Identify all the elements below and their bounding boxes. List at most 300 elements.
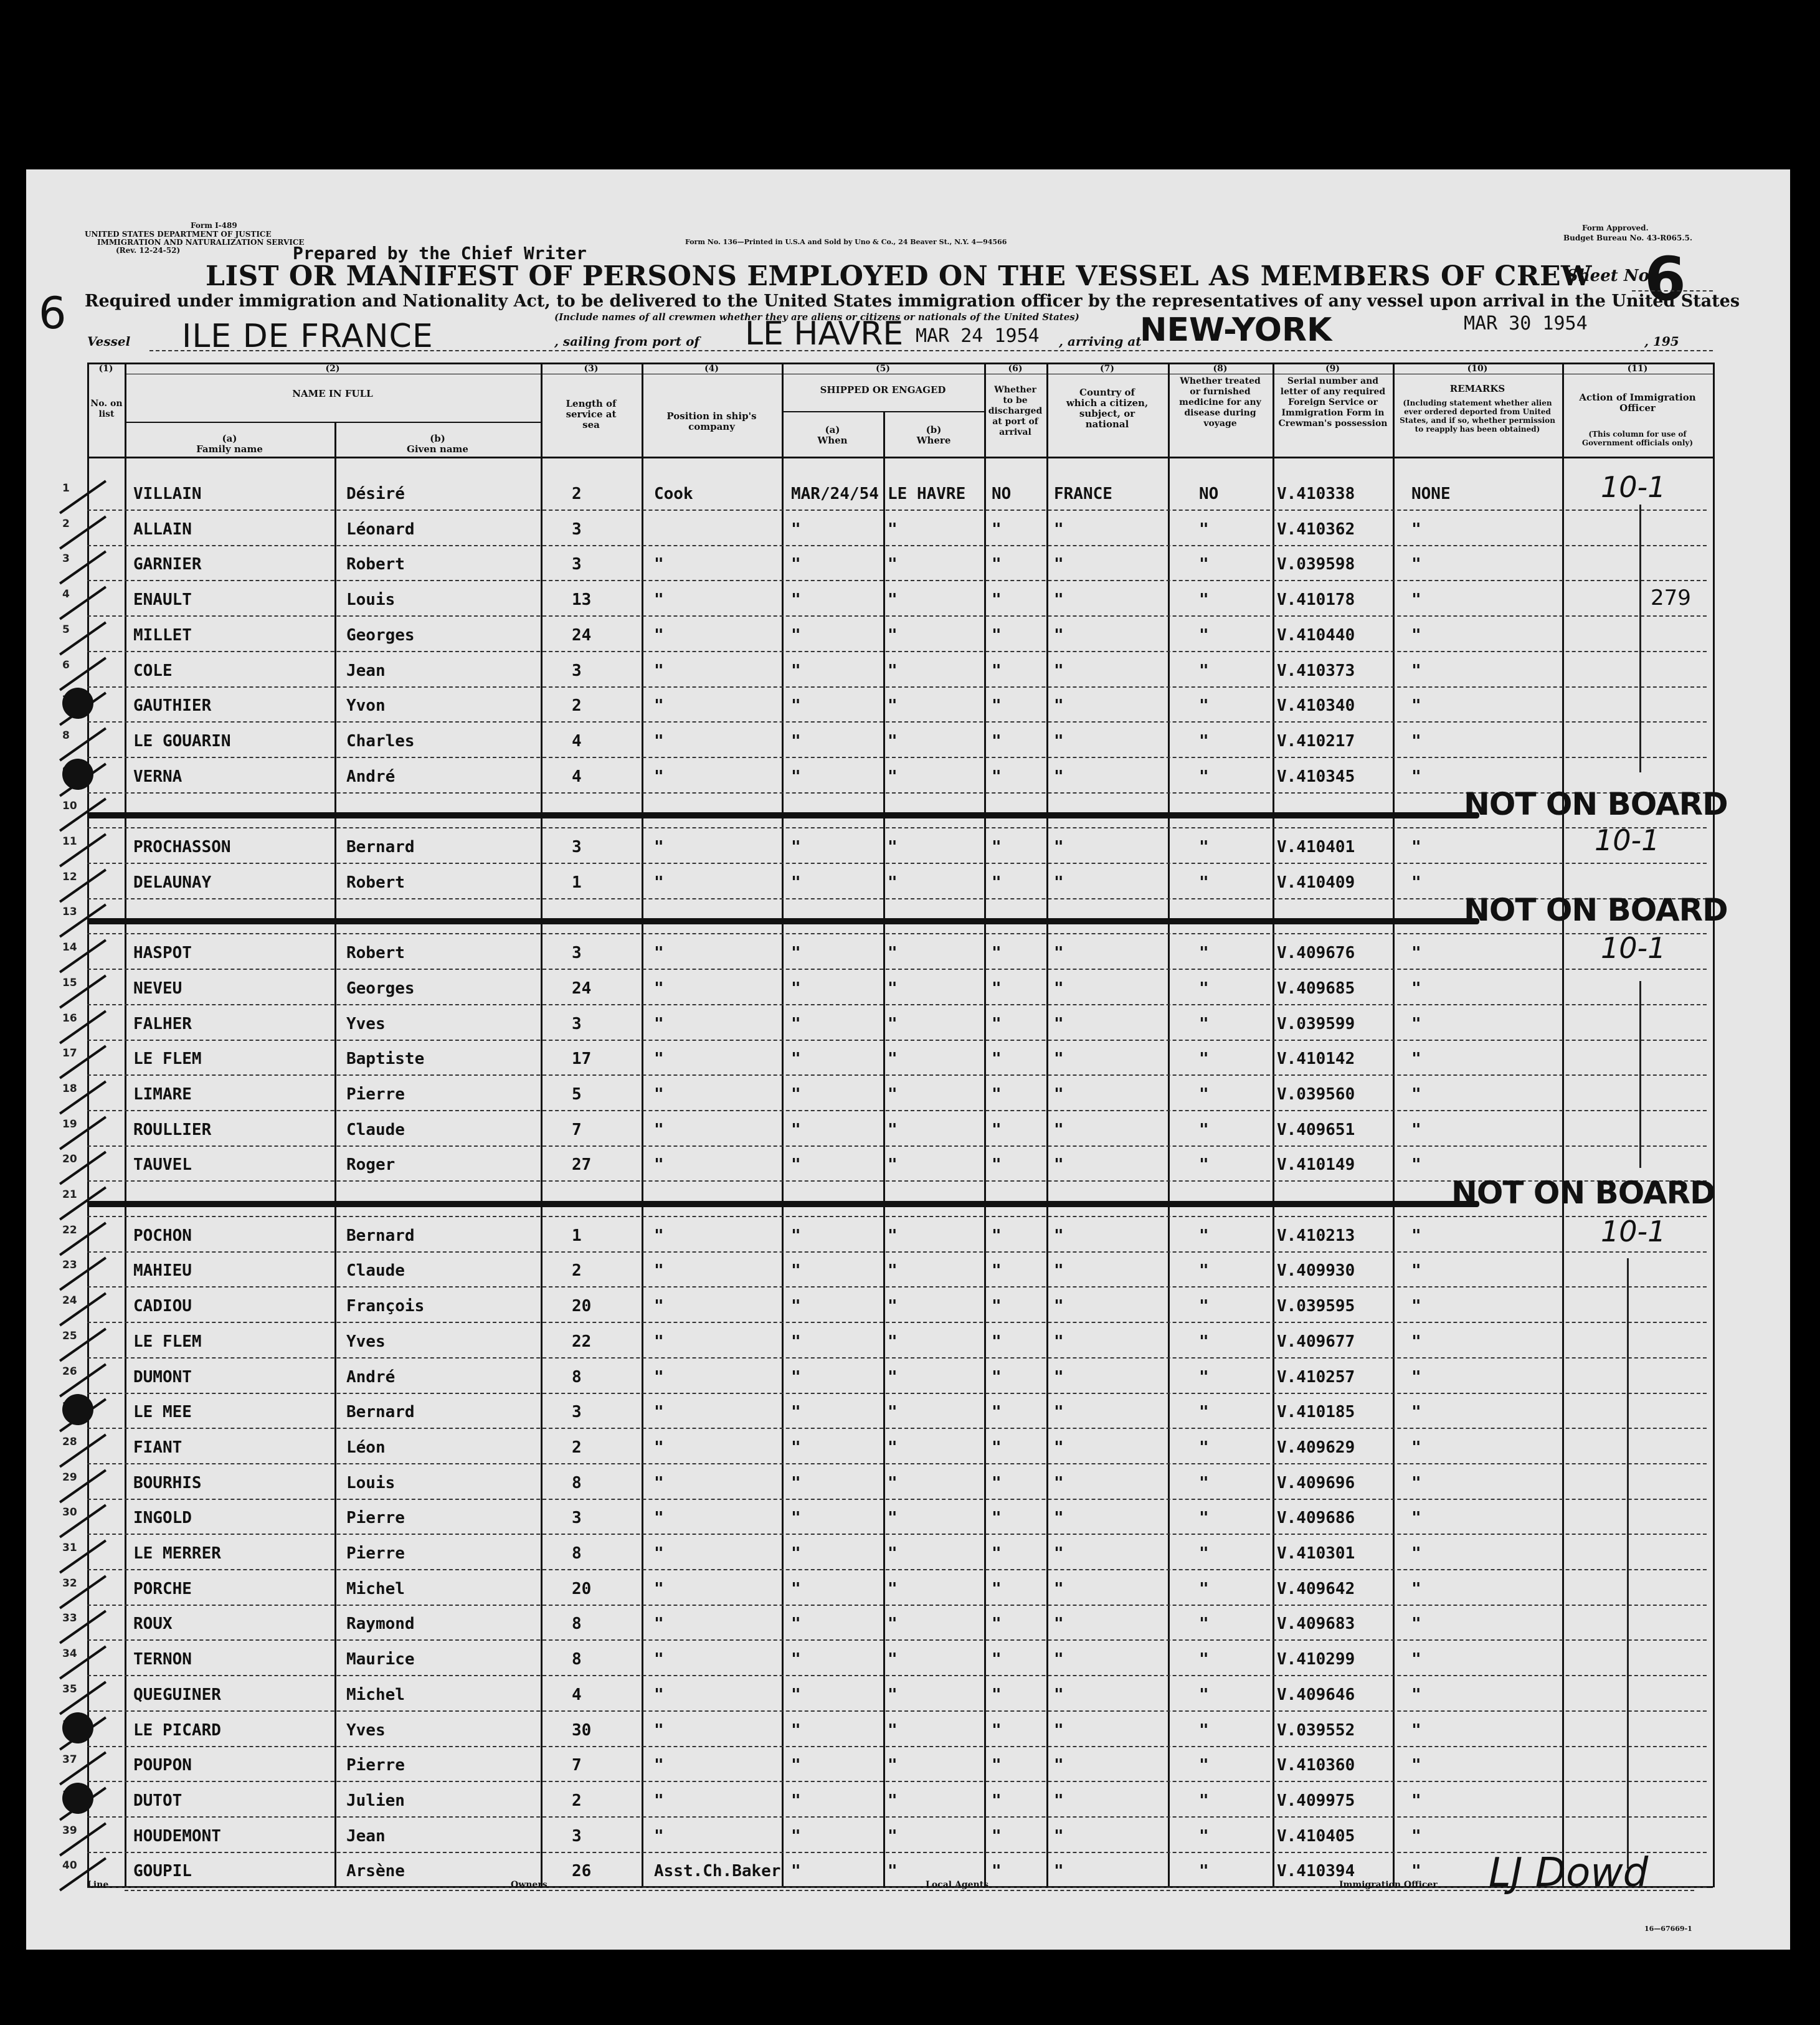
cell-given: Georges <box>346 625 415 645</box>
col6-number: (6) <box>1008 364 1023 374</box>
cell-country: " <box>1054 590 1064 610</box>
cell-remarks: " <box>1411 1226 1421 1245</box>
row-number: 1 <box>62 482 70 495</box>
cell-remarks: " <box>1411 1297 1421 1316</box>
row-rule <box>87 757 1707 758</box>
cell-service: 3 <box>572 1826 582 1846</box>
cell-service: 22 <box>572 1332 592 1351</box>
cell-when: " <box>791 838 801 856</box>
cell-country: " <box>1054 1084 1064 1104</box>
owners-label: Owners <box>511 1880 547 1890</box>
cell-when: " <box>791 873 801 892</box>
cell-when: " <box>791 767 801 786</box>
cell-serial: V.409975 <box>1277 1791 1355 1810</box>
col-rule <box>642 363 643 1887</box>
cell-given: Yves <box>346 1720 386 1740</box>
cell-service: 3 <box>572 555 582 574</box>
cell-position: " <box>654 1226 664 1245</box>
cell-treated: " <box>1199 1862 1209 1881</box>
col-rule <box>1562 363 1564 1887</box>
form-code: 16—67669-1 <box>1644 1925 1692 1933</box>
cell-remarks: NONE <box>1411 485 1451 503</box>
cell-service: 17 <box>572 1050 592 1069</box>
cell-discharged: " <box>992 731 1002 751</box>
cell-country: " <box>1054 1155 1064 1175</box>
cell-service: 20 <box>572 1579 592 1598</box>
punch-hole <box>62 759 93 790</box>
cell-discharged: " <box>992 1120 1002 1139</box>
cell-position: " <box>654 1438 664 1457</box>
row-rule <box>87 1322 1707 1323</box>
cell-position: " <box>654 1756 664 1775</box>
cell-position: " <box>654 1084 664 1104</box>
cell-given: Arsène <box>346 1862 405 1881</box>
cell-position: " <box>654 1332 664 1351</box>
cell-treated: " <box>1199 696 1209 716</box>
cell-discharged: " <box>992 1050 1002 1069</box>
cell-family: TERNON <box>133 1650 192 1669</box>
cell-where: " <box>888 1297 898 1316</box>
cell-given: Pierre <box>346 1084 405 1104</box>
cell-remarks: " <box>1411 1403 1421 1422</box>
cell-position: " <box>654 767 664 786</box>
row-rule <box>87 827 1707 828</box>
row-number: 39 <box>62 1824 77 1837</box>
cell-treated: " <box>1199 1155 1209 1175</box>
cell-serial: V.039560 <box>1277 1084 1355 1104</box>
col8-label: Whether treated or furnished medicine for any disease during voyage <box>1179 376 1261 429</box>
cell-when: " <box>791 1120 801 1139</box>
row-number: 15 <box>62 976 77 989</box>
row-number: 2 <box>62 517 70 530</box>
cell-treated: " <box>1199 1791 1209 1810</box>
cell-service: 7 <box>572 1120 582 1139</box>
cell-remarks: " <box>1411 1650 1421 1669</box>
department-line1: UNITED STATES DEPARTMENT OF JUSTICE <box>85 230 272 239</box>
cell-remarks: " <box>1411 1120 1421 1139</box>
row-number: 30 <box>62 1506 77 1519</box>
cell-given: Maurice <box>346 1650 415 1669</box>
row-number: 21 <box>62 1188 77 1201</box>
cell-remarks: " <box>1411 1367 1421 1387</box>
cell-position: Cook <box>654 485 693 503</box>
strike-through-line <box>87 1201 1479 1207</box>
row-rule <box>87 1286 1707 1288</box>
cell-position: " <box>654 1826 664 1846</box>
cell-when: " <box>791 944 801 963</box>
cell-remarks: " <box>1411 661 1421 680</box>
cell-treated: " <box>1199 767 1209 786</box>
row-number: 3 <box>62 552 70 566</box>
sheet-number: 6 <box>1644 244 1686 314</box>
cell-given: Louis <box>346 1473 396 1492</box>
cell-serial: V.410178 <box>1277 590 1355 610</box>
cell-position: " <box>654 555 664 574</box>
cell-country: " <box>1054 944 1064 963</box>
cell-service: 13 <box>572 590 592 610</box>
col-rule <box>541 363 543 1887</box>
cell-treated: " <box>1199 661 1209 680</box>
cell-treated: " <box>1199 1650 1209 1669</box>
vessel-label: Vessel <box>87 334 131 349</box>
cell-serial: V.409683 <box>1277 1615 1355 1634</box>
cell-family: GOUPIL <box>133 1862 192 1881</box>
cell-discharged: " <box>992 767 1002 786</box>
cell-discharged: " <box>992 1544 1002 1563</box>
cell-remarks: " <box>1411 1579 1421 1598</box>
cell-family: CADIOU <box>133 1297 192 1316</box>
cell-when: " <box>791 1720 801 1740</box>
cell-serial: V.410338 <box>1277 485 1355 503</box>
cell-remarks: " <box>1411 1791 1421 1810</box>
cell-position: " <box>654 661 664 680</box>
cell-when: " <box>791 1014 801 1033</box>
col3-label: Length of service at sea <box>566 398 617 430</box>
cell-service: 2 <box>572 1791 582 1810</box>
cell-family: TAUVEL <box>133 1155 192 1175</box>
cell-country: " <box>1054 1297 1064 1316</box>
cell-serial: V.410217 <box>1277 731 1355 751</box>
cell-service: 3 <box>572 944 582 963</box>
cell-when: " <box>791 1509 801 1528</box>
row-number: 26 <box>62 1365 77 1378</box>
cell-treated: " <box>1199 1826 1209 1846</box>
cell-discharged: " <box>992 1473 1002 1492</box>
cell-remarks: " <box>1411 1756 1421 1775</box>
cell-serial: V.410440 <box>1277 625 1355 645</box>
cell-given: Désiré <box>346 485 405 503</box>
cell-where: " <box>888 1615 898 1634</box>
cell-family: LE MERRER <box>133 1544 221 1563</box>
col5-number: (5) <box>876 364 890 374</box>
row-rule <box>87 545 1707 546</box>
col-rule <box>984 363 986 1887</box>
row-rule <box>87 686 1707 688</box>
table-header-rule <box>87 457 1713 458</box>
cell-treated: " <box>1199 555 1209 574</box>
row-rule <box>87 1852 1707 1853</box>
cell-service: 2 <box>572 1438 582 1457</box>
cell-given: Georges <box>346 979 415 998</box>
cell-where: " <box>888 1579 898 1598</box>
subheader-rule <box>782 411 984 412</box>
cell-where: " <box>888 1756 898 1775</box>
sheet-label: Sheet No. <box>1566 267 1655 285</box>
row-number: 22 <box>62 1223 77 1236</box>
col-rule <box>1046 363 1048 1887</box>
cell-remarks: " <box>1411 555 1421 574</box>
approval-line2: Budget Bureau No. 43-R065.5. <box>1563 234 1693 242</box>
cell-position: " <box>654 1650 664 1669</box>
cell-when: " <box>791 1261 801 1281</box>
cell-country: " <box>1054 519 1064 539</box>
cell-position: " <box>654 1791 664 1810</box>
arriving-port: NEW-YORK <box>1140 311 1332 349</box>
subheader-rule <box>125 422 541 423</box>
row-rule <box>87 1357 1707 1359</box>
row-number: 14 <box>62 941 77 954</box>
line-label: Line <box>87 1880 109 1890</box>
cell-serial: V.409676 <box>1277 944 1355 963</box>
cell-family: POUPON <box>133 1756 192 1775</box>
row-rule <box>87 1145 1707 1147</box>
cell-position: " <box>654 1544 664 1563</box>
cell-serial: V.039598 <box>1277 555 1355 574</box>
officer-mark: 10-1 <box>1595 823 1660 857</box>
cell-position: " <box>654 731 664 751</box>
cell-where: " <box>888 838 898 856</box>
cell-given: Robert <box>346 873 405 892</box>
cell-country: " <box>1054 1014 1064 1033</box>
cell-position: " <box>654 625 664 645</box>
cell-treated: " <box>1199 1615 1209 1634</box>
col3-number: (3) <box>584 364 599 374</box>
cell-given: Yves <box>346 1332 386 1351</box>
row-number: 40 <box>62 1859 77 1872</box>
cell-family: ROUX <box>133 1615 173 1634</box>
col9-label: Serial number and letter of any required Foreign Service or Immigration Form in Crewman's possession <box>1278 376 1388 429</box>
cell-where: " <box>888 1473 898 1492</box>
col10-label: REMARKS <box>1449 383 1505 394</box>
cell-country: " <box>1054 1261 1064 1281</box>
cell-serial: V.410409 <box>1277 873 1355 892</box>
cell-remarks: " <box>1411 1826 1421 1846</box>
row-rule <box>87 510 1707 511</box>
agents-label: Local Agents <box>926 1880 989 1890</box>
cell-service: 8 <box>572 1544 582 1563</box>
cell-family: GARNIER <box>133 555 202 574</box>
cell-service: 3 <box>572 519 582 539</box>
arrival-date-stamp: MAR 30 1954 <box>1464 313 1588 334</box>
row-rule <box>87 1675 1707 1676</box>
cell-remarks: " <box>1411 838 1421 856</box>
punch-hole <box>62 1394 93 1425</box>
cell-treated: " <box>1199 1332 1209 1351</box>
cell-family: DUMONT <box>133 1367 192 1387</box>
cell-position: " <box>654 1155 664 1175</box>
row-number: 4 <box>62 588 70 601</box>
cell-country: " <box>1054 661 1064 680</box>
row-number: 35 <box>62 1682 77 1695</box>
cell-family: MILLET <box>133 625 192 645</box>
row-number: 8 <box>62 729 70 742</box>
cell-remarks: " <box>1411 696 1421 716</box>
row-rule <box>87 1004 1707 1005</box>
sailing-label: , sailing from port of <box>554 334 700 349</box>
form-number: Form I-489 <box>191 221 237 230</box>
cell-discharged: " <box>992 1826 1002 1846</box>
cell-discharged: " <box>992 1720 1002 1740</box>
col7-number: (7) <box>1100 364 1114 374</box>
cell-remarks: " <box>1411 519 1421 539</box>
cell-country: " <box>1054 1791 1064 1810</box>
cell-position: " <box>654 1050 664 1069</box>
cell-remarks: " <box>1411 1615 1421 1634</box>
cell-position: " <box>654 1261 664 1281</box>
cell-where: " <box>888 731 898 751</box>
cell-given: André <box>346 1367 396 1387</box>
cell-country: " <box>1054 1473 1064 1492</box>
cell-where: " <box>888 1650 898 1669</box>
cell-serial: V.409930 <box>1277 1261 1355 1281</box>
row-number: 12 <box>62 870 77 883</box>
cell-discharged: " <box>992 1155 1002 1175</box>
col9-number: (9) <box>1325 364 1340 374</box>
cell-where: " <box>888 1862 898 1881</box>
printer-note: Form No. 136—Printed in U.S.A and Sold by Uno & Co., 24 Beaver St., N.Y. 4—94566 <box>685 238 1007 246</box>
row-rule <box>87 1569 1707 1570</box>
bracket-line <box>1627 1258 1629 1869</box>
cell-given: Pierre <box>346 1544 405 1563</box>
col6-label: Whether to be discharged at port of arrival <box>988 385 1043 437</box>
cell-service: 26 <box>572 1862 592 1881</box>
cell-treated: " <box>1199 625 1209 645</box>
cell-given: Claude <box>346 1120 405 1139</box>
cell-remarks: " <box>1411 1544 1421 1563</box>
cell-position: Asst.Ch.Baker <box>654 1862 781 1881</box>
footer-rule <box>125 1890 1694 1891</box>
cell-service: 20 <box>572 1297 592 1316</box>
col5a-label: (a) When <box>817 424 848 446</box>
cell-where: " <box>888 979 898 998</box>
punch-hole <box>62 1783 93 1814</box>
cell-discharged: " <box>992 1261 1002 1281</box>
col2b-label: (b) Given name <box>407 433 468 455</box>
cell-service: 3 <box>572 661 582 680</box>
cell-country: " <box>1054 767 1064 786</box>
row-number: 18 <box>62 1082 77 1095</box>
cell-when: " <box>791 590 801 610</box>
cell-given: Robert <box>346 555 405 574</box>
cell-discharged: " <box>992 1862 1002 1881</box>
cell-discharged: " <box>992 661 1002 680</box>
col-rule <box>125 363 126 1887</box>
cell-service: 3 <box>572 1014 582 1033</box>
cell-where: " <box>888 555 898 574</box>
col-rule <box>334 422 336 1887</box>
cell-serial: V.410345 <box>1277 767 1355 786</box>
cell-treated: " <box>1199 979 1209 998</box>
cell-position: " <box>654 979 664 998</box>
cell-remarks: " <box>1411 1014 1421 1033</box>
cell-discharged: " <box>992 1756 1002 1775</box>
cell-country: " <box>1054 625 1064 645</box>
cell-given: Julien <box>346 1791 405 1810</box>
cell-serial: V.410185 <box>1277 1403 1355 1422</box>
cell-remarks: " <box>1411 590 1421 610</box>
cell-when: " <box>791 1297 801 1316</box>
cell-given: Claude <box>346 1261 405 1281</box>
cell-service: 8 <box>572 1615 582 1634</box>
cell-discharged: " <box>992 590 1002 610</box>
cell-treated: NO <box>1199 485 1219 503</box>
col4-number: (4) <box>704 364 719 374</box>
cell-when: " <box>791 1650 801 1669</box>
cell-treated: " <box>1199 1579 1209 1598</box>
cell-service: 1 <box>572 1226 582 1245</box>
cell-where: " <box>888 1014 898 1033</box>
cell-family: VERNA <box>133 767 182 786</box>
cell-country: " <box>1054 1544 1064 1563</box>
cell-treated: " <box>1199 731 1209 751</box>
row-rule <box>87 615 1707 617</box>
cell-country: " <box>1054 1720 1064 1740</box>
cell-given: Léon <box>346 1438 386 1457</box>
cell-where: " <box>888 1226 898 1245</box>
col-rule <box>1393 363 1395 1887</box>
cell-country: " <box>1054 1438 1064 1457</box>
cell-service: 3 <box>572 1509 582 1528</box>
cell-when: " <box>791 731 801 751</box>
cell-when: MAR/24/54 <box>791 485 879 503</box>
row-rule <box>87 1746 1707 1747</box>
cell-remarks: " <box>1411 1509 1421 1528</box>
cell-remarks: " <box>1411 1084 1421 1104</box>
cell-country: " <box>1054 1579 1064 1598</box>
cell-treated: " <box>1199 519 1209 539</box>
cell-where: " <box>888 944 898 963</box>
manifest-title: LIST OR MANIFEST OF PERSONS EMPLOYED ON THE VESSEL AS MEMBERS OF CREW <box>206 260 1592 292</box>
cell-treated: " <box>1199 838 1209 856</box>
cell-given: Yvon <box>346 696 386 716</box>
row-rule <box>87 1710 1707 1712</box>
cell-family: GAUTHIER <box>133 696 212 716</box>
strike-through-line <box>87 812 1479 818</box>
officer-mark: 10-1 <box>1601 470 1666 504</box>
cell-country: " <box>1054 1050 1064 1069</box>
cell-family: HASPOT <box>133 944 192 963</box>
cell-remarks: " <box>1411 767 1421 786</box>
row-rule <box>87 1887 1707 1888</box>
cell-discharged: " <box>992 1084 1002 1104</box>
col-rule <box>1713 363 1715 1887</box>
cell-discharged: " <box>992 944 1002 963</box>
cell-serial: V.410149 <box>1277 1155 1355 1175</box>
cell-remarks: " <box>1411 1685 1421 1704</box>
cell-when: " <box>791 1226 801 1245</box>
cell-country: " <box>1054 1332 1064 1351</box>
row-number: 19 <box>62 1117 77 1131</box>
cell-discharged: " <box>992 1332 1002 1351</box>
cell-family: PORCHE <box>133 1579 192 1598</box>
cell-when: " <box>791 519 801 539</box>
cell-treated: " <box>1199 1261 1209 1281</box>
col11-label: Action of Immigration Officer <box>1579 392 1696 414</box>
row-number: 31 <box>62 1542 77 1554</box>
cell-discharged: " <box>992 873 1002 892</box>
cell-service: 2 <box>572 485 582 503</box>
officer-label: Immigration Officer <box>1339 1880 1438 1890</box>
sailing-date-stamp: MAR 24 1954 <box>916 325 1040 347</box>
col4-label: Position in ship's company <box>666 410 757 432</box>
cell-country: " <box>1054 696 1064 716</box>
row-rule <box>87 1499 1707 1500</box>
cell-family: FIANT <box>133 1438 182 1457</box>
cell-position: " <box>654 1685 664 1704</box>
cell-where: " <box>888 1826 898 1846</box>
row-rule <box>87 1216 1707 1217</box>
cell-family: NEVEU <box>133 979 182 998</box>
cell-where: " <box>888 1120 898 1139</box>
cell-country: " <box>1054 1615 1064 1634</box>
cell-family: LIMARE <box>133 1084 192 1104</box>
cell-given: Louis <box>346 590 396 610</box>
cell-family: INGOLD <box>133 1509 192 1528</box>
cell-service: 2 <box>572 696 582 716</box>
cell-discharged: " <box>992 625 1002 645</box>
cell-discharged: " <box>992 1509 1002 1528</box>
row-number: 28 <box>62 1435 77 1448</box>
